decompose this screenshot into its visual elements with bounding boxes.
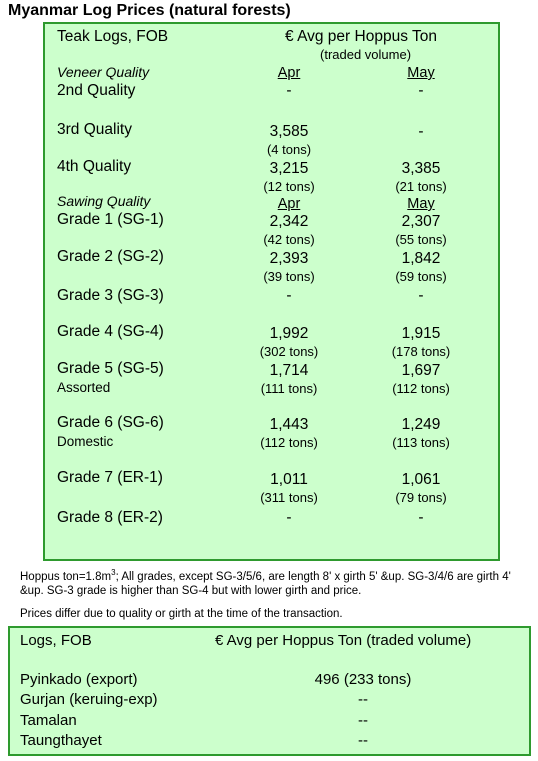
log-row-label: Tamalan: [20, 712, 77, 729]
apr-volume: (111 tons): [260, 381, 318, 396]
log-row-label: Pyinkado (export): [20, 671, 138, 688]
may-volume: (21 tons): [395, 179, 447, 194]
apr-volume: (39 tons): [263, 269, 315, 284]
apr-volume: (112 tons): [260, 435, 318, 450]
apr-volume: (4 tons): [266, 142, 312, 157]
apr-value: -: [286, 82, 292, 99]
apr-value: 1,992: [269, 325, 309, 342]
apr-value: 3,215: [269, 160, 309, 177]
may-value: 1,915: [401, 325, 441, 342]
apr-value: -: [286, 287, 292, 304]
log-row-label: Taungthayet: [20, 732, 102, 749]
teak-logs-table: [43, 22, 500, 561]
other-logs-table: [8, 626, 531, 756]
may-value: -: [418, 509, 424, 526]
row-label: 2nd Quality: [57, 82, 136, 99]
apr-value: 3,585: [269, 123, 309, 140]
apr-value: 2,393: [269, 250, 309, 267]
teak-header-right: € Avg per Hoppus Ton: [285, 28, 437, 45]
col-apr-veneer: Apr: [277, 65, 301, 81]
row-label: Grade 6 (SG-6): [57, 414, 164, 431]
may-volume: (55 tons): [395, 232, 447, 247]
apr-value: 1,011: [270, 471, 308, 488]
veneer-quality-label: Veneer Quality: [57, 64, 150, 80]
row-label: Grade 2 (SG-2): [57, 248, 164, 265]
may-value: 3,385: [401, 160, 441, 177]
prices-differ-note: Prices differ due to quality or girth at the time of the transaction.: [20, 608, 343, 620]
teak-header-left: Teak Logs, FOB: [57, 28, 169, 45]
log-row-value: --: [358, 732, 368, 749]
log-row-label: Gurjan (keruing-exp): [20, 691, 158, 708]
hoppus-note: [20, 566, 530, 598]
apr-volume: (42 tons): [263, 232, 315, 247]
may-volume: (112 tons): [392, 381, 450, 396]
log-row-value: 496 (233 tons): [314, 671, 412, 688]
apr-value: 1,443: [269, 416, 309, 433]
may-volume: (79 tons): [395, 490, 447, 505]
apr-volume: (311 tons): [260, 490, 318, 505]
row-sublabel: Assorted: [57, 380, 111, 395]
teak-header-sub: (traded volume): [320, 47, 412, 62]
row-label: Grade 4 (SG-4): [57, 323, 164, 340]
page-title: Myanmar Log Prices (natural forests): [8, 2, 291, 19]
hoppus-rest: ; All grades, except SG-3/5/6, are length 8' x girth 5' &up. SG-3/4/6 are girth 4' &up. SG-3 grade is higher than SG-4 but with lower girth and price.: [20, 570, 511, 597]
apr-value: 2,342: [269, 213, 309, 230]
apr-value: 1,714: [269, 362, 309, 379]
may-value: -: [418, 82, 424, 99]
row-label: 3rd Quality: [57, 121, 132, 138]
row-sublabel: Domestic: [57, 434, 114, 449]
log-row-value: --: [358, 691, 368, 708]
apr-value: -: [286, 509, 292, 526]
apr-volume: (302 tons): [259, 344, 319, 359]
row-label: 4th Quality: [57, 158, 132, 175]
may-value: 1,061: [401, 471, 441, 488]
may-volume: (59 tons): [395, 269, 447, 284]
row-label: Grade 5 (SG-5): [57, 360, 164, 377]
logs-header-left: Logs, FOB: [20, 632, 92, 649]
may-value: 2,307: [401, 213, 441, 230]
col-apr-sawing: Apr: [277, 196, 301, 212]
may-value: 1,697: [401, 362, 441, 379]
hoppus-superscript: 3: [111, 568, 116, 577]
may-value: 1,842: [401, 250, 441, 267]
may-volume: (178 tons): [391, 344, 451, 359]
row-label: Grade 3 (SG-3): [57, 287, 164, 304]
col-may-sawing: May: [407, 196, 435, 212]
may-value: -: [418, 123, 424, 140]
may-volume: (113 tons): [392, 435, 450, 450]
log-row-value: --: [358, 712, 368, 729]
may-value: 1,249: [401, 416, 441, 433]
hoppus-prefix: Hoppus ton=1.8m: [20, 570, 112, 583]
row-label: Grade 1 (SG-1): [57, 211, 164, 228]
may-value: -: [418, 287, 424, 304]
logs-header-right: € Avg per Hoppus Ton (traded volume): [215, 632, 472, 649]
row-label: Grade 8 (ER-2): [57, 509, 163, 526]
row-label: Grade 7 (ER-1): [57, 469, 163, 486]
col-may-veneer: May: [407, 65, 435, 81]
sawing-quality-label: Sawing Quality: [57, 193, 151, 209]
apr-volume: (12 tons): [263, 179, 315, 194]
